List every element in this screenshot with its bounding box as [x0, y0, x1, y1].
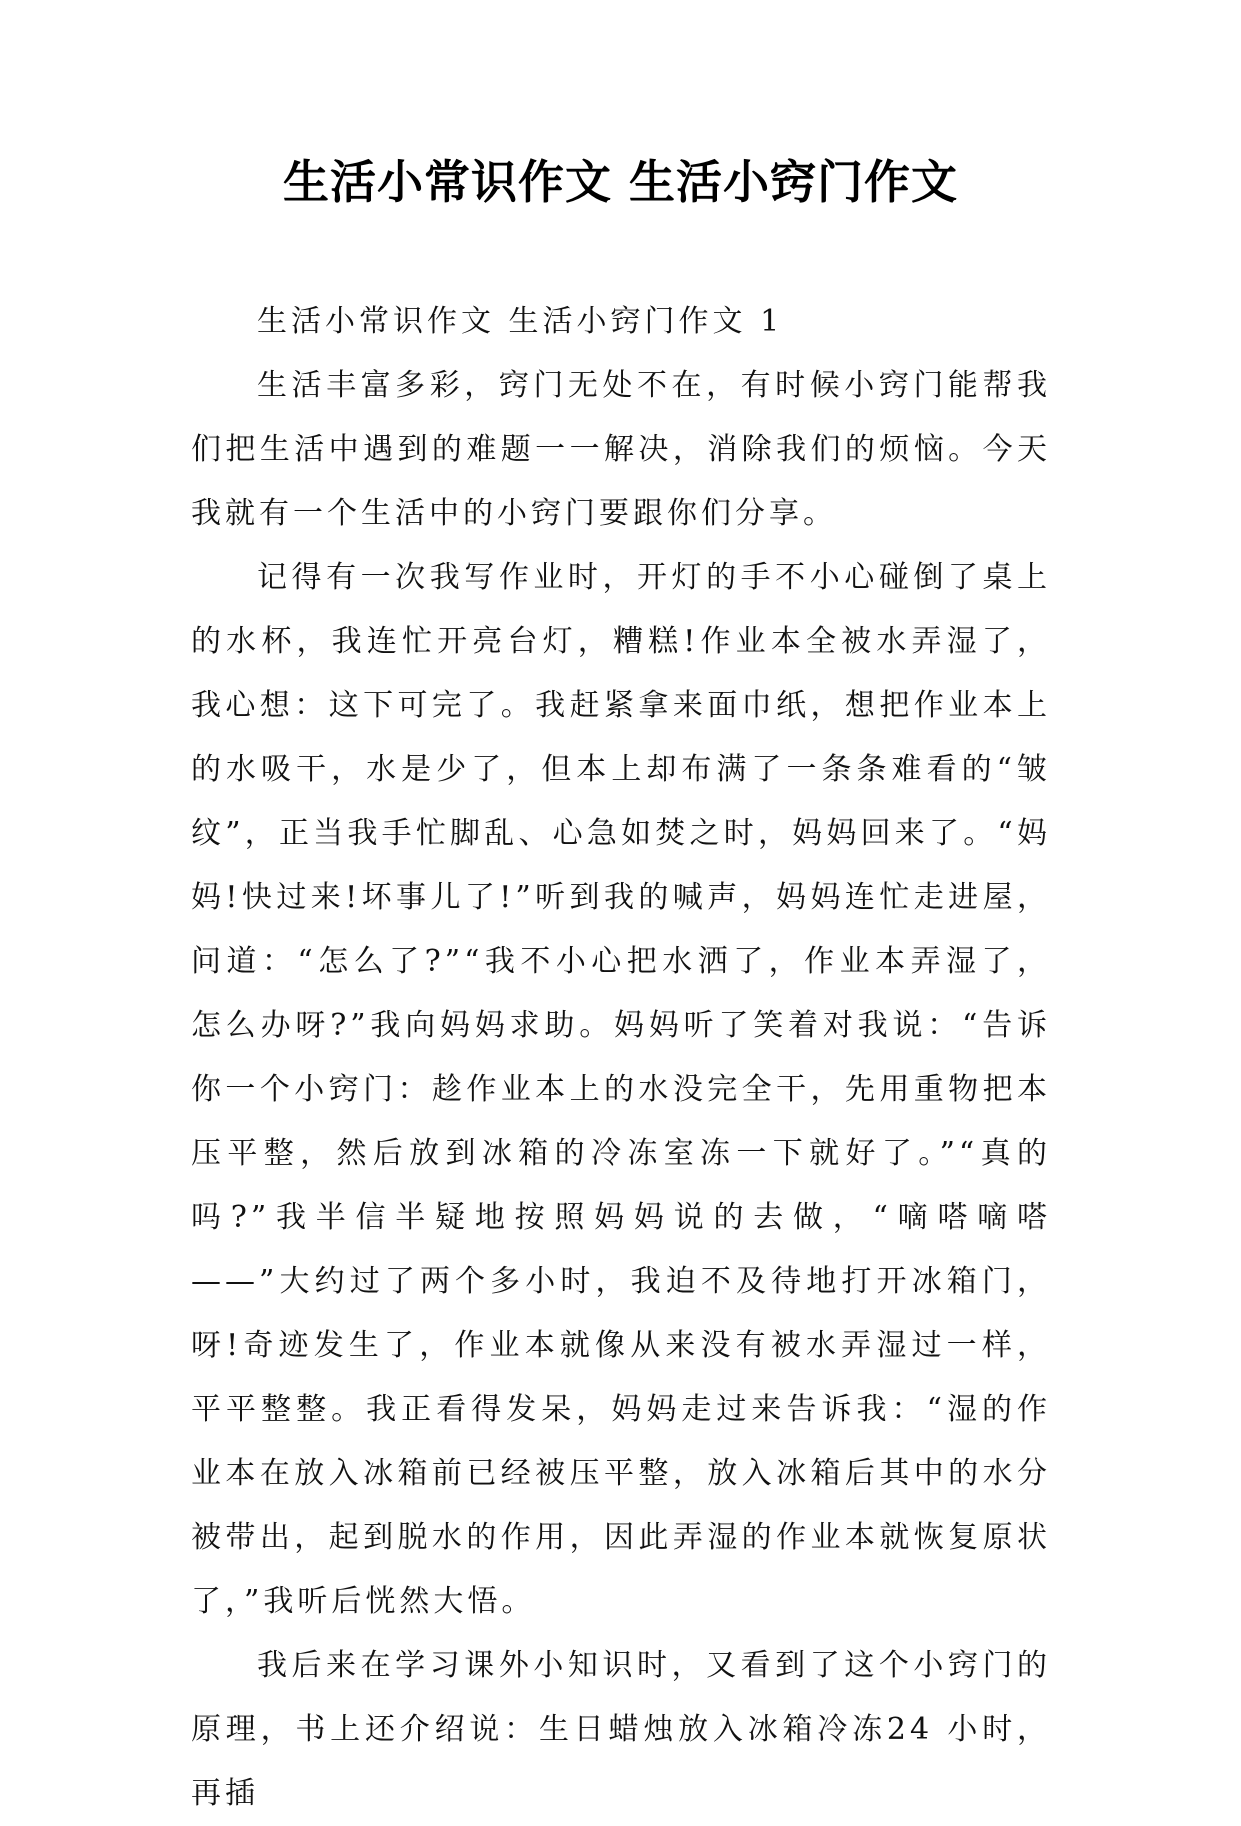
section-heading: 生活小常识作文 生活小窍门作文 1: [257, 304, 784, 339]
paragraph: 生活丰富多彩，窍门无处不在，有时候小窍门能帮我们把生活中遇到的难题一一解决，消除我们的烦恼。今天我就有一个生活中的小窍门要跟你们分享。: [191, 368, 1051, 531]
paragraph: 我后来在学习课外小知识时，又看到了这个小窍门的原理，书上还介绍说：生日蜡烛放入冰箱冷冻24 小时，再插: [191, 1648, 1051, 1811]
paragraph: 记得有一次我写作业时，开灯的手不小心碰倒了桌上的水杯，我连忙开亮台灯，糟糕!作业本全被水弄湿了，我心想：这下可完了。我赶紧拿来面巾纸，想把作业本上的水吸干，水是少了，但本上却布满了一条条难看的“皱纹”，正当我手忙脚乱、心急如焚之时，妈妈回来了。“妈妈!快过来!坏事儿了!”听到我的喊声，妈妈连忙走进屋，问道：“怎么了?”“我不小心把水洒了，作业本弄湿了，怎么办呀?”我向妈妈求助。妈妈听了笑着对我说：“告诉你一个小窍门：趁作业本上的水没完全干，先用重物把本压平整，然后放到冰箱的冷冻室冻一下就好了。”“真的吗?”我半信半疑地按照妈妈说的去做，“嘀嗒嘀嗒——”大约过了两个多小时，我迫不及待地打开冰箱门，呀!奇迹发生了，作业本就像从来没有被水弄湿过一样，平平整整。我正看得发呆，妈妈走过来告诉我：“湿的作业本在放入冰箱前已经被压平整，放入冰箱后其中的水分被带出，起到脱水的作用，因此弄湿的作业本就恢复原状了，”我听后恍然大悟。: [191, 560, 1051, 1619]
document-body: [191, 290, 1051, 1826]
document-title: 生活小常识作文 生活小窍门作文: [282, 155, 958, 209]
